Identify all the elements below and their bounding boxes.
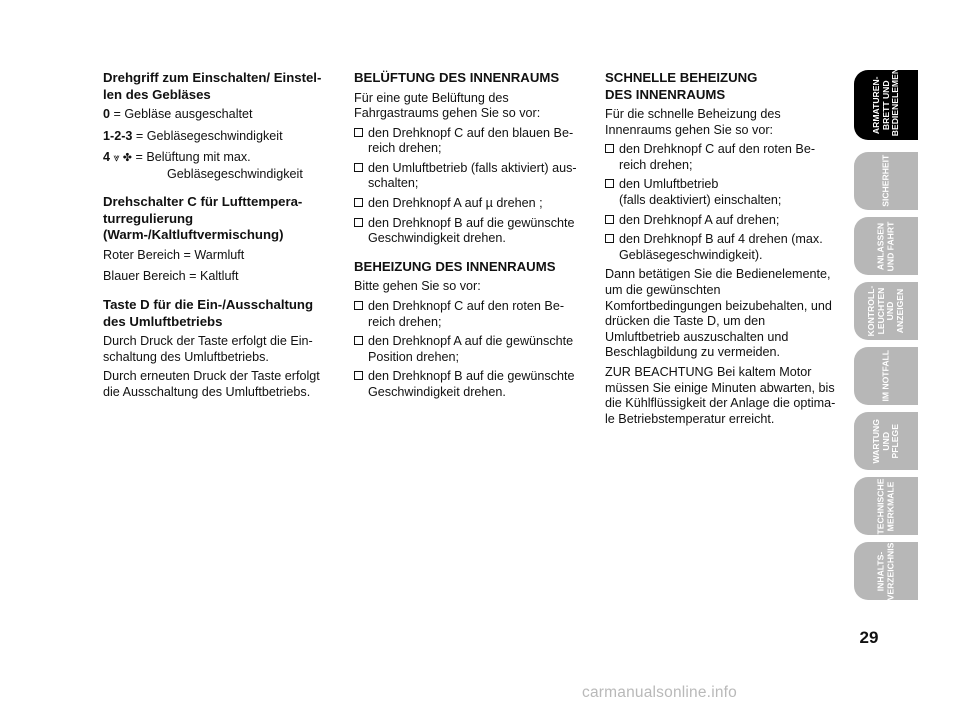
fast-heating-para-1: Dann betätigen Sie die Bedienelemente, um die gewünschten Komfortbedingungen beizubehalten, und drücken die Taste D, um den Umluftbetrieb auszuschalten und Beschlagbildung zu vermeiden. — [605, 267, 832, 360]
heading-fan-knob: Drehgriff zum Einschalten/ Einstel- len des Gebläses — [103, 70, 322, 102]
checkbox-bullet-icon — [354, 163, 363, 172]
list-item: den Drehknopf B auf die gewünschte Geschwindigkeit drehen. — [354, 369, 586, 400]
list-item: den Umluftbetrieb (falls aktiviert) aus-schalten; — [354, 161, 586, 192]
list-item: den Drehknopf B auf 4 drehen (max. Gebläsegeschwindigkeit). — [605, 232, 837, 263]
tab-anlassen[interactable]: ANLASSEN UND FAHRT — [854, 217, 918, 275]
heating-intro: Bitte gehen Sie so vor: — [354, 279, 481, 294]
checkbox-bullet-icon — [354, 218, 363, 227]
list-item: den Drehknopf A auf die gewünschte Position drehen; — [354, 334, 586, 365]
list-item: den Drehknopf C auf den roten Be-reich drehen; — [354, 299, 586, 330]
tab-kontrollleuchten[interactable]: KONTROLL- LEUCHTEN UND ANZEIGEN — [854, 282, 918, 340]
ventilation-intro: Für eine gute Belüftung des Fahrgastraums gehen Sie so vor: — [354, 90, 541, 121]
tab-technische-merkmale[interactable]: TECHNISCHE MERKMALE — [854, 477, 918, 535]
checkbox-bullet-icon — [354, 301, 363, 310]
tab-wartung[interactable]: WARTUNG UND PFLEGE — [854, 412, 918, 470]
list-item: den Drehknopf C auf den blauen Be-reich drehen; — [354, 126, 586, 157]
tab-armaturenbrett[interactable]: ARMATUREN- BRETT UND BEDIENELEMENTE — [854, 70, 918, 140]
checkbox-bullet-icon — [354, 371, 363, 380]
list-item: den Drehknopf A auf drehen; — [605, 213, 837, 229]
fast-heating-intro: Für die schnelle Beheizung des Innenraums gehen Sie so vor: — [605, 107, 781, 137]
def-1-2-3: 1-2-3 = Gebläsegeschwindigkeit — [103, 128, 283, 143]
checkbox-bullet-icon — [354, 336, 363, 345]
ventilation-icon: ⩔ ✤ — [113, 152, 132, 165]
heading-fast-heating: SCHNELLE BEHEIZUNG DES INNENRAUMS — [605, 70, 758, 102]
heading-temp-switch: Drehschalter C für Lufttempera- turregulierung (Warm-/Kaltluftvermischung) — [103, 194, 303, 243]
list-item: den Drehknopf C auf den roten Be-reich drehen; — [605, 142, 837, 173]
fast-heating-note: ZUR BEACHTUNG Bei kaltem Motor müssen Sie einige Minuten abwarten, bis die Kühlflüssigkeit der Anlage die optima-le Betriebstemperatur erreicht. — [605, 364, 836, 426]
list-item: den Drehknopf A auf µ drehen ; — [354, 196, 586, 212]
watermark: carmanualsonline.info — [582, 684, 737, 701]
checkbox-bullet-icon — [354, 198, 363, 207]
recirc-on-text: Durch Druck der Taste erfolgt die Ein-schaltung des Umluftbetriebs. — [103, 334, 313, 364]
page-number: 29 — [859, 628, 879, 647]
checkbox-bullet-icon — [605, 215, 614, 224]
column-3 — [605, 70, 837, 431]
heading-heating: BEHEIZUNG DES INNENRAUMS — [354, 258, 556, 274]
def-4: 4 ⩔ ✤ = Belüftung mit max. Gebläsegeschwindigkeit — [103, 150, 303, 181]
blue-area-text: Blauer Bereich = Kaltluft — [103, 269, 239, 284]
red-area-text: Roter Bereich = Warmluft — [103, 247, 245, 262]
column-1 — [103, 70, 335, 404]
checkbox-bullet-icon — [605, 179, 614, 188]
list-item: den Umluftbetrieb (falls deaktiviert) einschalten; — [605, 177, 837, 208]
heading-recirc-button: Taste D für die Ein-/Ausschaltung des Umluftbetriebs — [103, 297, 314, 329]
checkbox-bullet-icon — [354, 128, 363, 137]
tab-inhaltsverzeichnis[interactable]: INHALTS- VERZEICHNIS — [854, 542, 918, 600]
checkbox-bullet-icon — [605, 234, 614, 243]
heading-ventilation: BELÜFTUNG DES INNENRAUMS — [354, 70, 560, 85]
column-2 — [354, 70, 586, 405]
tab-sicherheit[interactable]: SICHERHEIT — [854, 152, 918, 210]
recirc-off-text: Durch erneuten Druck der Taste erfolgt die Ausschaltung des Umluftbetriebs. — [103, 369, 320, 399]
def-0: 0 = Gebläse ausgeschaltet — [103, 107, 253, 121]
list-item: den Drehknopf B auf die gewünschte Geschwindigkeit drehen. — [354, 216, 586, 247]
chapter-sidebar — [854, 56, 918, 607]
checkbox-bullet-icon — [605, 144, 614, 153]
tab-im-notfall[interactable]: IM NOTFALL — [854, 347, 918, 405]
